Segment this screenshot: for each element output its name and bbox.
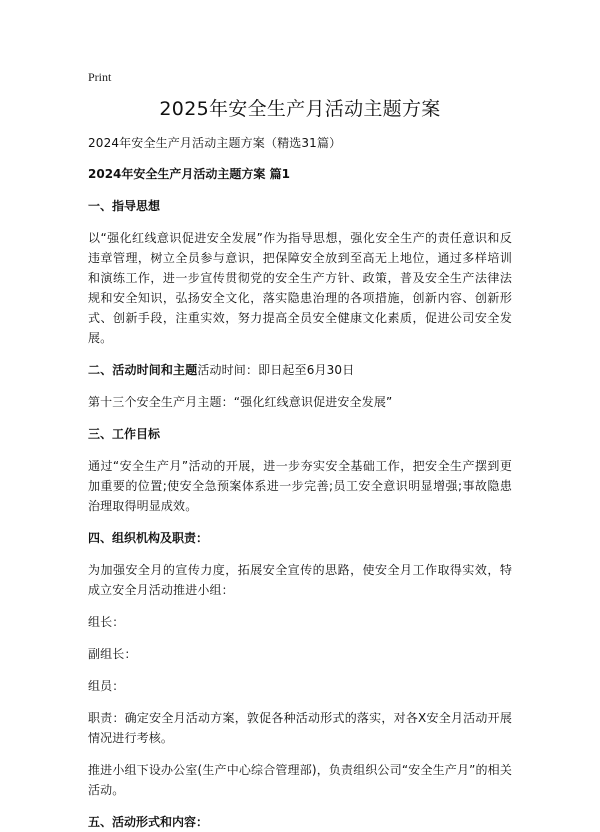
activity-time-text: 活动时间：即日起至6月30日	[197, 363, 355, 377]
duty-paragraph: 职责：确定安全月活动方案，敦促各种活动形式的落实，对各X安全月活动开展情况进行考核。	[88, 711, 512, 745]
print-link[interactable]: Print	[88, 70, 112, 84]
document-subtitle: 2024年安全生产月活动主题方案（精选31篇）	[88, 136, 342, 150]
section-heading-activity-forms: 五、活动形式和内容：	[88, 815, 209, 829]
section-heading-work-goals: 三、工作目标	[88, 427, 161, 441]
deputy-leader-line: 副组长：	[88, 647, 137, 661]
theme-paragraph: 第十三个安全生产月主题：“强化红线意识促进安全发展”	[88, 395, 393, 409]
work-goals-paragraph: 通过“安全生产月”活动的开展，进一步夯实安全基础工作，把安全生产摆到更加重要的位置;使安全急预案体系进一步完善;员工安全意识明显增强;事故隐患治理取得明显成效。	[88, 459, 512, 513]
office-paragraph: 推进小组下设办公室(生产中心综合管理部)，负责组织公司“安全生产月”的相关活动。	[88, 763, 512, 797]
section-heading-guiding-ideology: 一、指导思想	[88, 199, 161, 213]
section-heading-time-and-theme: 二、活动时间和主题	[88, 363, 198, 377]
group-leader-line: 组长：	[88, 615, 125, 629]
guiding-ideology-paragraph: 以“强化红线意识促进安全发展”作为指导思想，强化安全生产的责任意识和反违章管理，树立全员参与意识，把保障安全放到至高无上地位，通过多样培训和演练工作，进一步宣传贯彻党的安全生产方针、政策，普及安全生产法律法规和安全知识，弘扬安全文化，落实隐患治理的各项措施，创新内容、创新形式、创新手段，注重实效，努力提高全员安全健康文化素质，促进公司安全发展。	[88, 231, 512, 345]
section-heading-organization: 四、组织机构及职责：	[88, 531, 209, 545]
members-line: 组员：	[88, 679, 125, 693]
organization-intro-paragraph: 为加强安全月的宣传力度，拓展安全宣传的思路，使安全月工作取得实效，特成立安全月活动推进小组：	[88, 563, 512, 597]
document-title: 2025年安全生产月活动主题方案	[159, 98, 441, 120]
document-body	[88, 133, 512, 832]
section-time-and-theme	[88, 360, 512, 380]
article-heading: 2024年安全生产月活动主题方案 篇1	[88, 167, 290, 181]
